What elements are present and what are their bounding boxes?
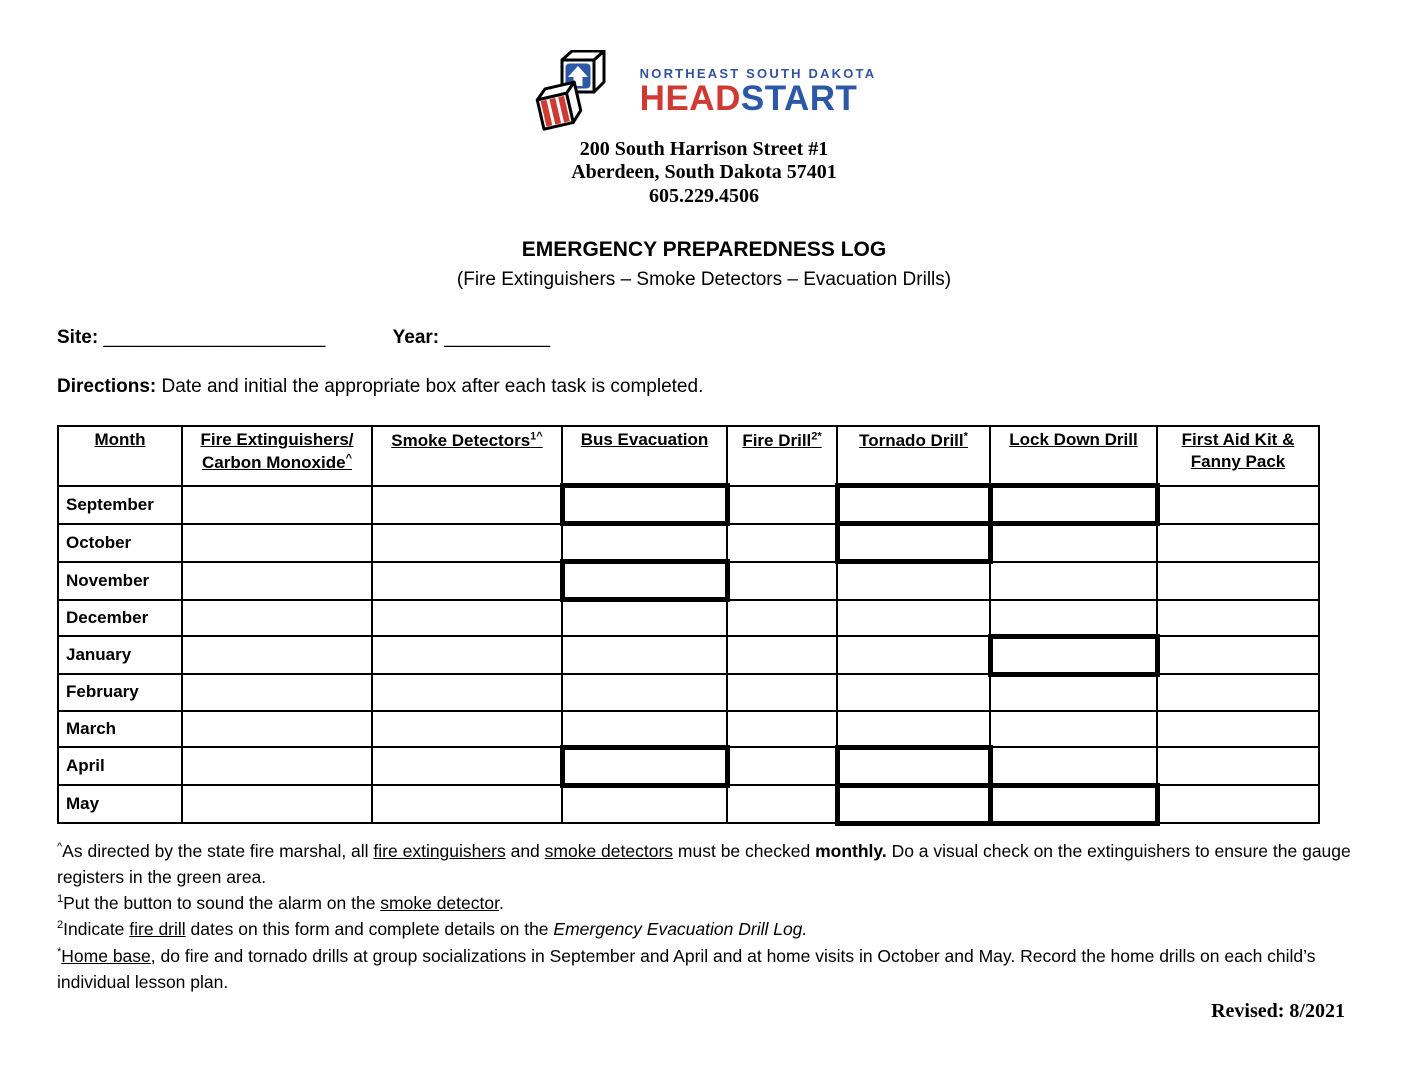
log-cell[interactable] bbox=[562, 711, 727, 748]
month-label: December bbox=[58, 600, 182, 637]
log-cell[interactable] bbox=[837, 711, 990, 748]
log-cell[interactable] bbox=[727, 747, 837, 785]
log-cell[interactable] bbox=[562, 636, 727, 674]
footnote-home-base: *Home base, do fire and tornado drills at group socializations in September and April and at home visits in October and May. Record the home drills on each child’s individual lesson plan. bbox=[57, 945, 1316, 992]
table-row bbox=[58, 562, 1319, 600]
log-cell[interactable] bbox=[1157, 636, 1319, 674]
month-label: October bbox=[58, 524, 182, 562]
log-cell[interactable] bbox=[990, 600, 1157, 637]
log-cell[interactable] bbox=[990, 711, 1157, 748]
log-cell[interactable] bbox=[562, 785, 727, 823]
log-cell[interactable] bbox=[727, 486, 837, 524]
emergency-log-table bbox=[57, 425, 1320, 826]
log-cell[interactable] bbox=[990, 486, 1157, 524]
brand-start: START bbox=[740, 78, 858, 118]
log-cell[interactable] bbox=[990, 785, 1157, 823]
log-cell[interactable] bbox=[182, 636, 372, 674]
table-row bbox=[58, 711, 1319, 748]
log-cell[interactable] bbox=[1157, 785, 1319, 823]
col-header-bus-evacuation: Bus Evacuation bbox=[562, 426, 727, 486]
log-cell[interactable] bbox=[837, 600, 990, 637]
table-row bbox=[58, 747, 1319, 785]
log-cell[interactable] bbox=[372, 562, 562, 600]
log-cell[interactable] bbox=[562, 486, 727, 524]
month-label: May bbox=[58, 785, 182, 823]
log-cell[interactable] bbox=[1157, 562, 1319, 600]
phone-number: 605.229.4506 bbox=[649, 184, 759, 207]
log-cell[interactable] bbox=[837, 636, 990, 674]
log-cell[interactable] bbox=[372, 674, 562, 711]
log-cell[interactable] bbox=[1157, 600, 1319, 637]
log-cell[interactable] bbox=[182, 524, 372, 562]
log-cell[interactable] bbox=[990, 747, 1157, 785]
directions-label: Directions: bbox=[57, 376, 157, 398]
log-cell[interactable] bbox=[837, 747, 990, 785]
year-blank-field[interactable]: __________ bbox=[444, 327, 551, 349]
log-cell[interactable] bbox=[372, 486, 562, 524]
log-cell[interactable] bbox=[727, 674, 837, 711]
table-row bbox=[58, 674, 1319, 711]
col-header-lock-down-drill: Lock Down Drill bbox=[990, 426, 1157, 486]
revised-date: Revised: 8/2021 bbox=[1211, 1000, 1345, 1022]
log-cell[interactable] bbox=[562, 524, 727, 562]
log-cell[interactable] bbox=[562, 674, 727, 711]
log-cell[interactable] bbox=[372, 711, 562, 748]
log-cell[interactable] bbox=[562, 562, 727, 600]
log-cell[interactable] bbox=[990, 562, 1157, 600]
footnote-fire-drill: $^2$Indicate fire drill dates on this form and complete details on the Emergency Evacuation Drill Log. bbox=[57, 919, 808, 940]
log-cell[interactable] bbox=[182, 785, 372, 823]
month-label: September bbox=[58, 486, 182, 524]
log-cell[interactable] bbox=[372, 747, 562, 785]
log-cell[interactable] bbox=[372, 785, 562, 823]
year-label: Year: bbox=[392, 327, 440, 349]
log-cell[interactable] bbox=[1157, 747, 1319, 785]
col-header-fire-drill: Fire Drill$^{2*}$ bbox=[727, 426, 837, 486]
footnote-fire-marshal: ^As directed by the state fire marshal, all fire extinguishers and smoke detectors must be checked monthly. Do a visual check on the extinguishers to ensure the gauge registers in the green area. bbox=[57, 840, 1351, 887]
logo bbox=[57, 50, 1351, 132]
log-cell[interactable] bbox=[182, 486, 372, 524]
col-header-tornado-drill: Tornado Drill* bbox=[837, 426, 990, 486]
col-header-fire-extinguishers: Fire Extinguishers/ Carbon Monoxide^ bbox=[182, 426, 372, 486]
col-header-first-aid: First Aid Kit & Fanny Pack bbox=[1157, 426, 1319, 486]
log-cell[interactable] bbox=[727, 785, 837, 823]
table-row bbox=[58, 636, 1319, 674]
logo-text bbox=[640, 66, 877, 117]
toy-blocks-icon bbox=[532, 50, 628, 132]
table-row bbox=[58, 524, 1319, 562]
address-line-2: Aberdeen, South Dakota 57401 bbox=[571, 161, 837, 184]
site-label: Site: bbox=[57, 327, 99, 349]
log-cell[interactable] bbox=[837, 486, 990, 524]
site-year-row bbox=[57, 327, 1351, 349]
log-cell[interactable] bbox=[990, 674, 1157, 711]
brand-head: HEAD bbox=[639, 78, 741, 118]
log-cell[interactable] bbox=[562, 600, 727, 637]
log-cell[interactable] bbox=[182, 747, 372, 785]
month-label: November bbox=[58, 562, 182, 600]
log-cell[interactable] bbox=[562, 747, 727, 785]
footnotes bbox=[57, 838, 1351, 996]
log-cell[interactable] bbox=[372, 600, 562, 637]
month-label: March bbox=[58, 711, 182, 748]
col-header-smoke-detectors: Smoke Detectors$^{1\^{}}$ bbox=[372, 426, 562, 486]
log-cell[interactable] bbox=[1157, 486, 1319, 524]
log-cell[interactable] bbox=[1157, 524, 1319, 562]
log-cell[interactable] bbox=[182, 600, 372, 637]
log-cell[interactable] bbox=[727, 524, 837, 562]
log-cell[interactable] bbox=[727, 562, 837, 600]
log-cell[interactable] bbox=[1157, 674, 1319, 711]
log-cell[interactable] bbox=[182, 562, 372, 600]
brand-name bbox=[639, 78, 858, 118]
month-label: February bbox=[58, 674, 182, 711]
log-table-body bbox=[58, 486, 1319, 824]
log-cell[interactable] bbox=[727, 636, 837, 674]
log-cell[interactable] bbox=[837, 674, 990, 711]
site-blank-field[interactable]: _____________________ bbox=[103, 327, 326, 349]
log-cell[interactable] bbox=[727, 711, 837, 748]
table-row bbox=[58, 600, 1319, 637]
log-cell[interactable] bbox=[990, 636, 1157, 674]
col-header-month: Month bbox=[58, 426, 182, 486]
log-cell[interactable] bbox=[837, 562, 990, 600]
log-cell[interactable] bbox=[837, 524, 990, 562]
org-name: NORTHEAST SOUTH DAKOTA bbox=[639, 65, 877, 81]
table-row bbox=[58, 785, 1319, 823]
address-line-1: 200 South Harrison Street #1 bbox=[579, 138, 829, 160]
log-cell[interactable] bbox=[372, 636, 562, 674]
log-cell[interactable] bbox=[727, 600, 837, 637]
directions bbox=[57, 376, 1351, 398]
log-cell[interactable] bbox=[990, 524, 1157, 562]
directions-text: Date and initial the appropriate box after each task is completed. bbox=[156, 376, 704, 398]
page-subtitle: (Fire Extinguishers – Smoke Detectors – Evacuation Drills) bbox=[456, 269, 952, 291]
footnote-smoke-detector: $^1$Put the button to sound the alarm on the smoke detector. bbox=[57, 893, 504, 914]
table-row bbox=[58, 486, 1319, 524]
header-row bbox=[58, 426, 1319, 486]
log-cell[interactable] bbox=[372, 524, 562, 562]
address-block bbox=[57, 138, 1351, 208]
log-cell[interactable] bbox=[1157, 711, 1319, 748]
log-cell[interactable] bbox=[182, 711, 372, 748]
log-cell[interactable] bbox=[182, 674, 372, 711]
month-label: April bbox=[58, 747, 182, 785]
page-title: EMERGENCY PREPAREDNESS LOG bbox=[521, 238, 887, 262]
log-cell[interactable] bbox=[837, 785, 990, 823]
month-label: January bbox=[58, 636, 182, 674]
